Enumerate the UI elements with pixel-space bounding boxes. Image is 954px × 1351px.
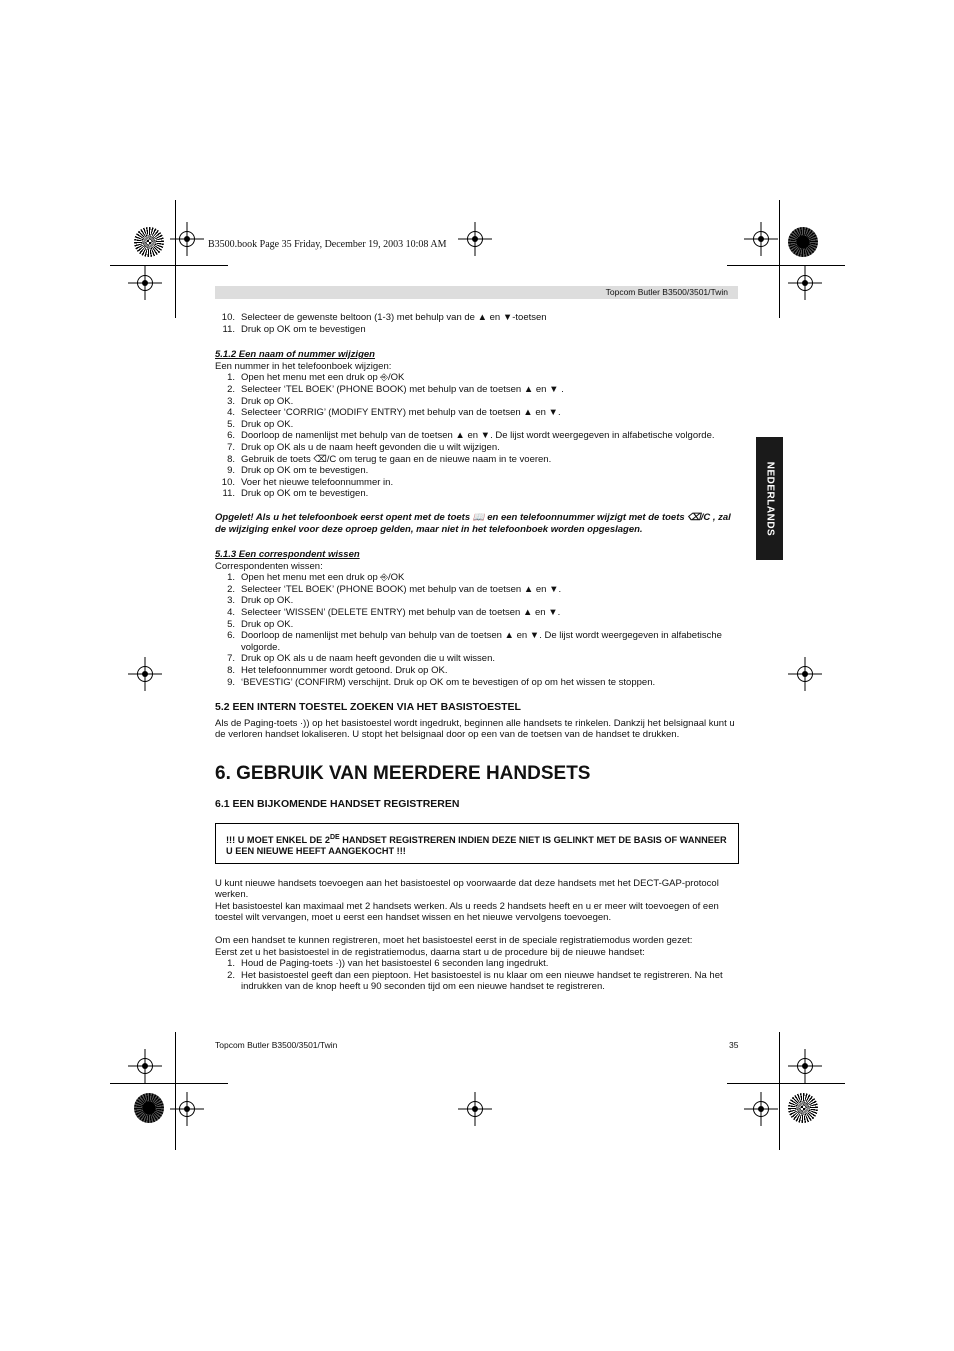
list-item: 3. Druk op OK. xyxy=(227,595,294,607)
book-info: B3500.book Page 35 Friday, December 19, 2003 10:08 AM xyxy=(208,239,447,250)
list-item: 7. Druk op OK als u de naam heeft gevonden die u wilt wissen. xyxy=(227,653,496,665)
crop-line xyxy=(110,265,228,266)
list-item: 3. Druk op OK. xyxy=(227,395,294,407)
paragraph: Als de Paging-toets ·)) op het basistoestel wordt ingedrukt, beginnen alle handsets te rinkelen. Dankzij het belsignaal kunt u de verloren handset lokaliseren. U stopt het belsignaal door op een van de toetsen van de handset te drukken. xyxy=(215,717,735,741)
registration-mark-icon xyxy=(137,666,153,682)
list-item: 4. Selecteer ‘CORRIG’ (MODIFY ENTRY) met behulp van de toetsen ▲ en ▼. xyxy=(227,407,561,419)
page-number: 35 xyxy=(729,1040,739,1050)
paragraph: Het basistoestel kan maximaal met 2 handsets werken. Als u reeds 2 handsets heeft en u er meer wilt toevoegen of een toestel wilt vervangen, moet u eerst een handset wissen en het nieuwe vervolgens toevoegen. xyxy=(215,900,719,924)
list-item: 4. Selecteer ‘WISSEN’ (DELETE ENTRY) met behulp van de toetsen ▲ en ▼. xyxy=(227,607,561,619)
registration-mark-icon xyxy=(137,1058,153,1074)
section-heading: 5.2 EEN INTERN TOESTEL ZOEKEN VIA HET BASISTOESTEL xyxy=(215,701,521,714)
list-item: 9. ‘BEVESTIG’ (CONFIRM) verschijnt. Druk op OK om te bevestigen of op om het wissen te stoppen. xyxy=(227,676,656,688)
crop-line xyxy=(175,200,176,318)
section-heading: 6.1 EEN BIJKOMENDE HANDSET REGISTREREN xyxy=(215,798,460,810)
registration-mark-icon xyxy=(797,275,813,291)
registration-mark-icon xyxy=(753,1101,769,1117)
paragraph: Correspondenten wissen: xyxy=(215,560,323,572)
list-item: 1. Houd de Paging-toets ·)) van het basistoestel 6 seconden lang ingedrukt. xyxy=(227,958,549,970)
crop-line xyxy=(779,200,780,318)
crop-line xyxy=(175,1032,176,1150)
warning-note: Opgelet! Als u het telefoonboek eerst opent met de toets 📖 en een telefoonnummer wijzigt met de toets ⌫/C , zal de wijziging enkel voor deze oproep gelden, maar niet in het telefoonboek worden opgeslagen. xyxy=(215,511,731,535)
list-item: 10. Voer het nieuwe telefoonnummer in. xyxy=(221,476,394,488)
list-item: 7. Druk op OK als u de naam heeft gevonden die u wilt wijzigen. xyxy=(227,441,500,453)
language-tab xyxy=(756,437,783,560)
registration-mark-icon xyxy=(753,231,769,247)
list-item: 5. Druk op OK. xyxy=(227,618,294,630)
list-item: 9. Druk op OK om te bevestigen. xyxy=(227,465,369,477)
list-item: 8. Het telefoonnummer wordt getoond. Druk op OK. xyxy=(227,665,448,677)
crop-line xyxy=(779,1032,780,1150)
color-registration-icon xyxy=(134,227,164,257)
chapter-title: 6. GEBRUIK VAN MEERDERE HANDSETS xyxy=(215,763,591,784)
footer-left: Topcom Butler B3500/3501/Twin xyxy=(215,1040,338,1050)
registration-mark-icon xyxy=(179,1101,195,1117)
list-item: 11. Druk op OK om te bevestigen xyxy=(222,323,366,335)
list-item: 11. Druk op OK om te bevestigen. xyxy=(222,488,369,500)
list-item: 2. Selecteer ‘TEL BOEK’ (PHONE BOOK) met behulp van de toetsen ▲ en ▼ . xyxy=(227,383,564,395)
crop-line xyxy=(727,1083,845,1084)
list-item: 5. Druk op OK. xyxy=(227,418,294,430)
registration-mark-icon xyxy=(137,275,153,291)
paragraph: Een nummer in het telefoonboek wijzigen: xyxy=(215,360,392,372)
registration-mark-icon xyxy=(797,666,813,682)
color-registration-icon xyxy=(134,1093,164,1123)
crop-line xyxy=(110,1083,228,1084)
registration-mark-icon xyxy=(797,1058,813,1074)
color-registration-icon xyxy=(788,227,818,257)
list-item: 6. Doorloop de namenlijst met behulp van de toetsen ▲ en ▼. De lijst wordt weergegeven in alfabetische volgorde. xyxy=(227,430,715,442)
registration-mark-icon xyxy=(179,231,195,247)
section-heading: 5.1.3 Een correspondent wissen xyxy=(215,549,360,561)
running-header xyxy=(215,286,738,299)
list-item: 8. Gebruik de toets ⌫/C om terug te gaan en de nieuwe naam in te voeren. xyxy=(227,453,552,465)
paragraph: Eerst zet u het basistoestel in de registratiemodus, daarna start u de procedure bij de nieuwe handset: xyxy=(215,946,645,958)
paragraph: U kunt nieuwe handsets toevoegen aan het basistoestel op voorwaarde dat deze handsets met het DECT-GAP-protocol werken. xyxy=(215,877,719,901)
list-item: 2. Selecteer ‘TEL BOEK’ (PHONE BOOK) met behulp van de toetsen ▲ en ▼. xyxy=(227,583,562,595)
crop-line xyxy=(727,265,845,266)
list-item: 1. Open het menu met een druk op ⎆/OK xyxy=(227,572,405,584)
registration-mark-icon xyxy=(467,231,483,247)
color-registration-icon xyxy=(788,1093,818,1123)
header-title: Topcom Butler B3500/3501/Twin xyxy=(605,287,728,297)
list-item: 1. Open het menu met een druk op ⎆/OK xyxy=(227,372,405,384)
notice-box: !!! U MOET ENKEL DE 2DE HANDSET REGISTREREN INDIEN DEZE NIET IS GELINKT MET DE BASIS OF WANNEER U EEN NIEUWE HEEFT AANGEKOCHT !!! xyxy=(215,823,739,864)
registration-mark-icon xyxy=(467,1101,483,1117)
paragraph: Om een handset te kunnen registreren, moet het basistoestel eerst in de speciale registratiemodus worden gezet: xyxy=(215,935,693,947)
section-heading: 5.1.2 Een naam of nummer wijzigen xyxy=(215,349,375,361)
list-item: 10. Selecteer de gewenste beltoon (1-3) met behulp van de ▲ en ▼-toetsen xyxy=(221,312,547,323)
list-item: 6. Doorloop de namenlijst met behulp van behulp van de toetsen ▲ en ▼. De lijst wordt weergegeven in alfabetische volgorde. xyxy=(227,630,722,653)
language-tab-label: NEDERLANDS xyxy=(764,461,775,536)
list-item: 2. Het basistoestel geeft dan een pieptoon. Het basistoestel is nu klaar om een nieuwe handset te registreren. Na het indrukken van de knop heeft u 90 seconden tijd om een nieuwe handset te registreren. xyxy=(227,969,723,993)
page-content xyxy=(215,312,739,993)
